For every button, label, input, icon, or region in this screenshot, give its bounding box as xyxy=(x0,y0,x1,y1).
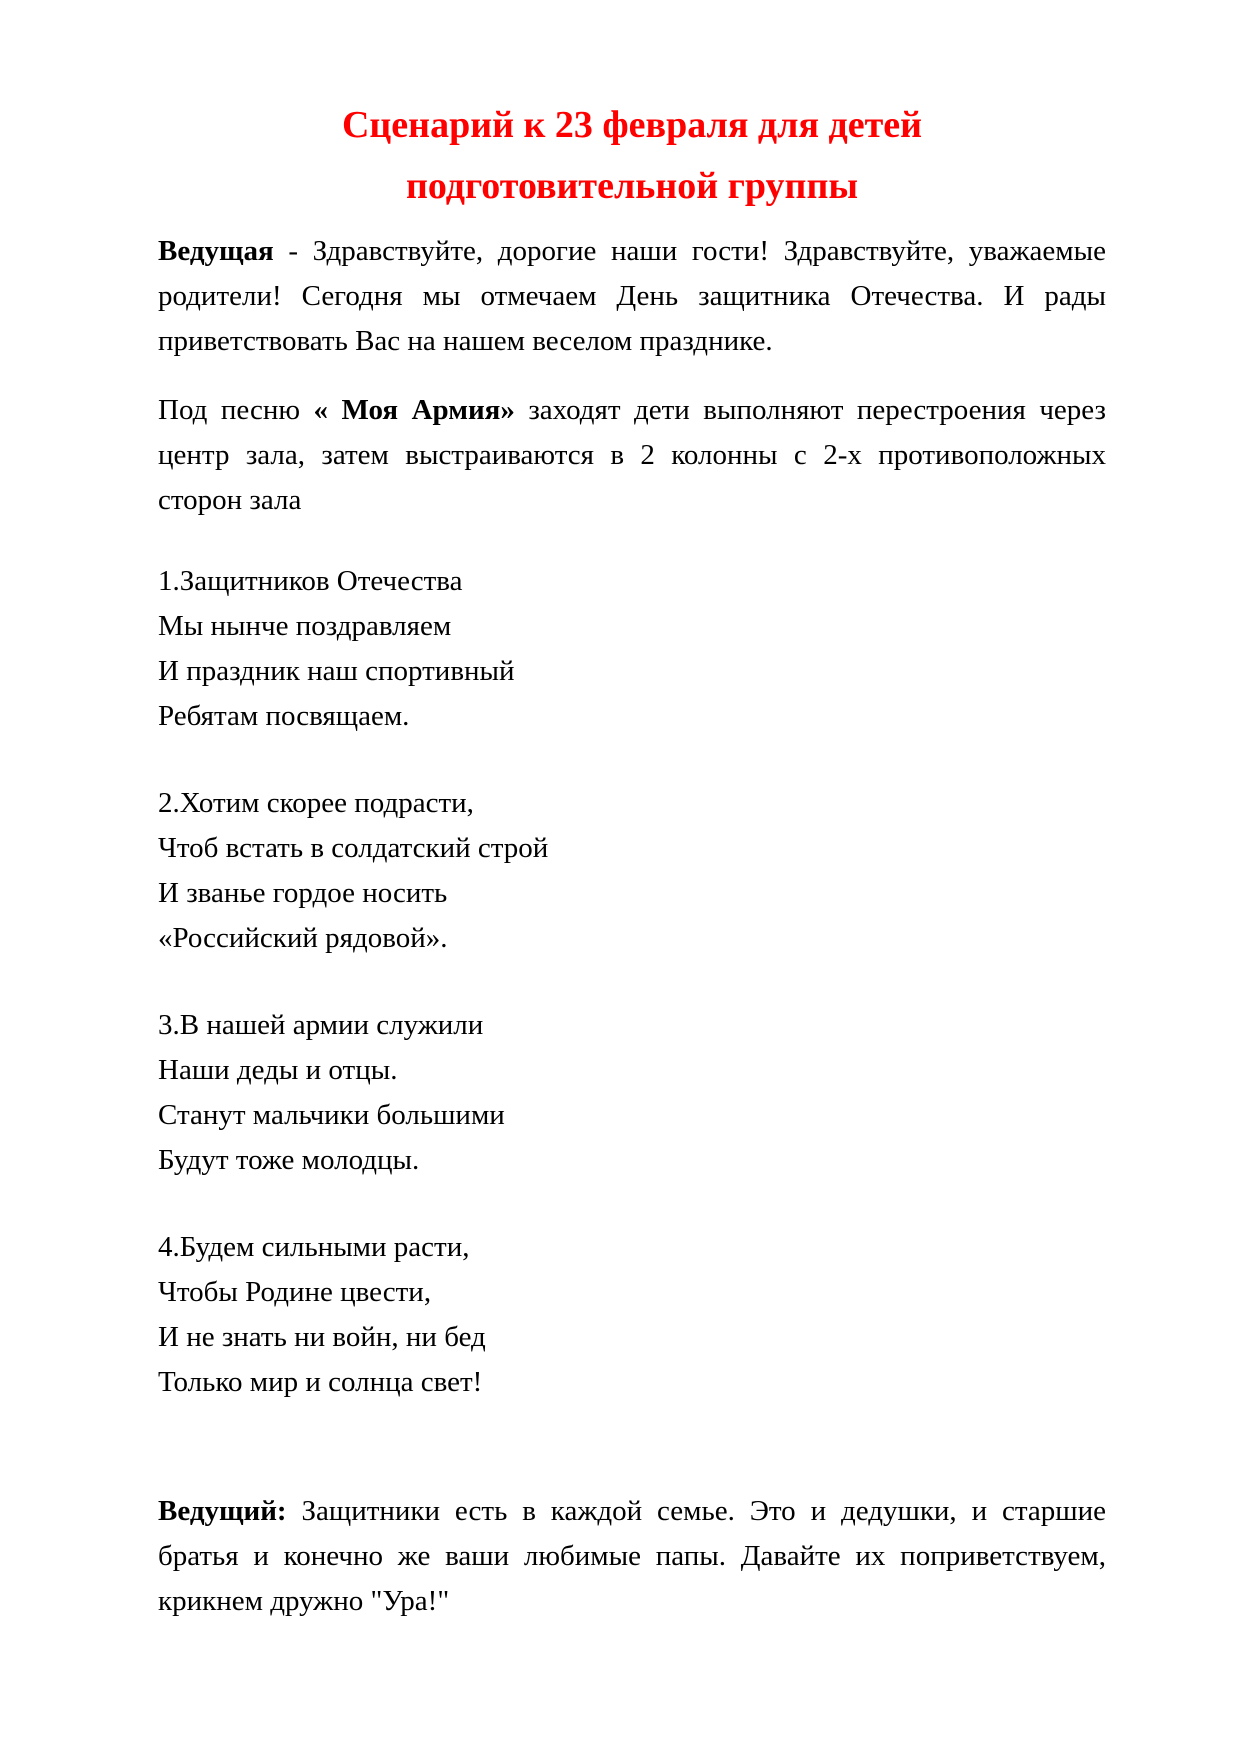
speaker-label-vedushchiy: Ведущий: xyxy=(158,1494,287,1527)
paragraph-intro-text: Здравствуйте, дорогие наши гости! Здравствуйте, уважаемые родители! Сегодня мы отмечаем День защитника Отечества. И рады приветствовать Вас на нашем веселом празднике. xyxy=(158,234,1106,357)
verse-line: Чтоб встать в солдатский строй xyxy=(158,831,549,864)
paragraph-stage-direction xyxy=(158,388,1106,523)
paragraph-host2 xyxy=(158,1489,1106,1624)
verse-line: 3.В нашей армии служили xyxy=(158,1008,484,1041)
verse-line: И праздник наш спортивный xyxy=(158,654,515,687)
verse-2 xyxy=(158,781,1106,961)
verse-line: Ребятам посвящаем. xyxy=(158,699,410,732)
verse-line: Будут тоже молодцы. xyxy=(158,1143,420,1176)
verse-line: Мы нынче поздравляем xyxy=(158,609,452,642)
song-title: « Моя Армия» xyxy=(313,393,515,426)
paragraph-intro xyxy=(158,229,1106,364)
speaker-separator: - xyxy=(273,234,313,267)
paragraph-host2-text: Защитники есть в каждой семье. Это и дедушки, и старшие братья и конечно же ваши любимые папы. Давайте их поприветствуем, крикнем дружно "Ура!" xyxy=(158,1494,1106,1617)
verse-line: 2.Хотим скорее подрасти, xyxy=(158,786,474,819)
verse-line: 1.Защитников Отечества xyxy=(158,564,463,597)
stage-direction-post: заходят дети выполняют перестроения через центр зала, затем выстраиваются в 2 колонны с 2-х противоположных сторон зала xyxy=(158,393,1106,516)
verse-3 xyxy=(158,1003,1106,1183)
verse-line: «Российский рядовой». xyxy=(158,921,448,954)
verse-line: 4.Будем сильными расти, xyxy=(158,1230,470,1263)
verse-4 xyxy=(158,1225,1106,1405)
verse-1 xyxy=(158,559,1106,739)
document-title: Сценарий к 23 февраля для детей подготовительной группы xyxy=(341,104,923,207)
verse-line: Чтобы Родине цвести, xyxy=(158,1275,432,1308)
verse-line: И званье гордое носить xyxy=(158,876,448,909)
verse-line: И не знать ни войн, ни бед xyxy=(158,1320,486,1353)
verse-line: Станут мальчики большими xyxy=(158,1098,505,1131)
verse-line: Наши деды и отцы. xyxy=(158,1053,398,1086)
verse-line: Только мир и солнца свет! xyxy=(158,1365,483,1398)
speaker-label-vedushchaya: Ведущая xyxy=(158,234,274,267)
stage-direction-pre: Под песню xyxy=(158,393,314,426)
